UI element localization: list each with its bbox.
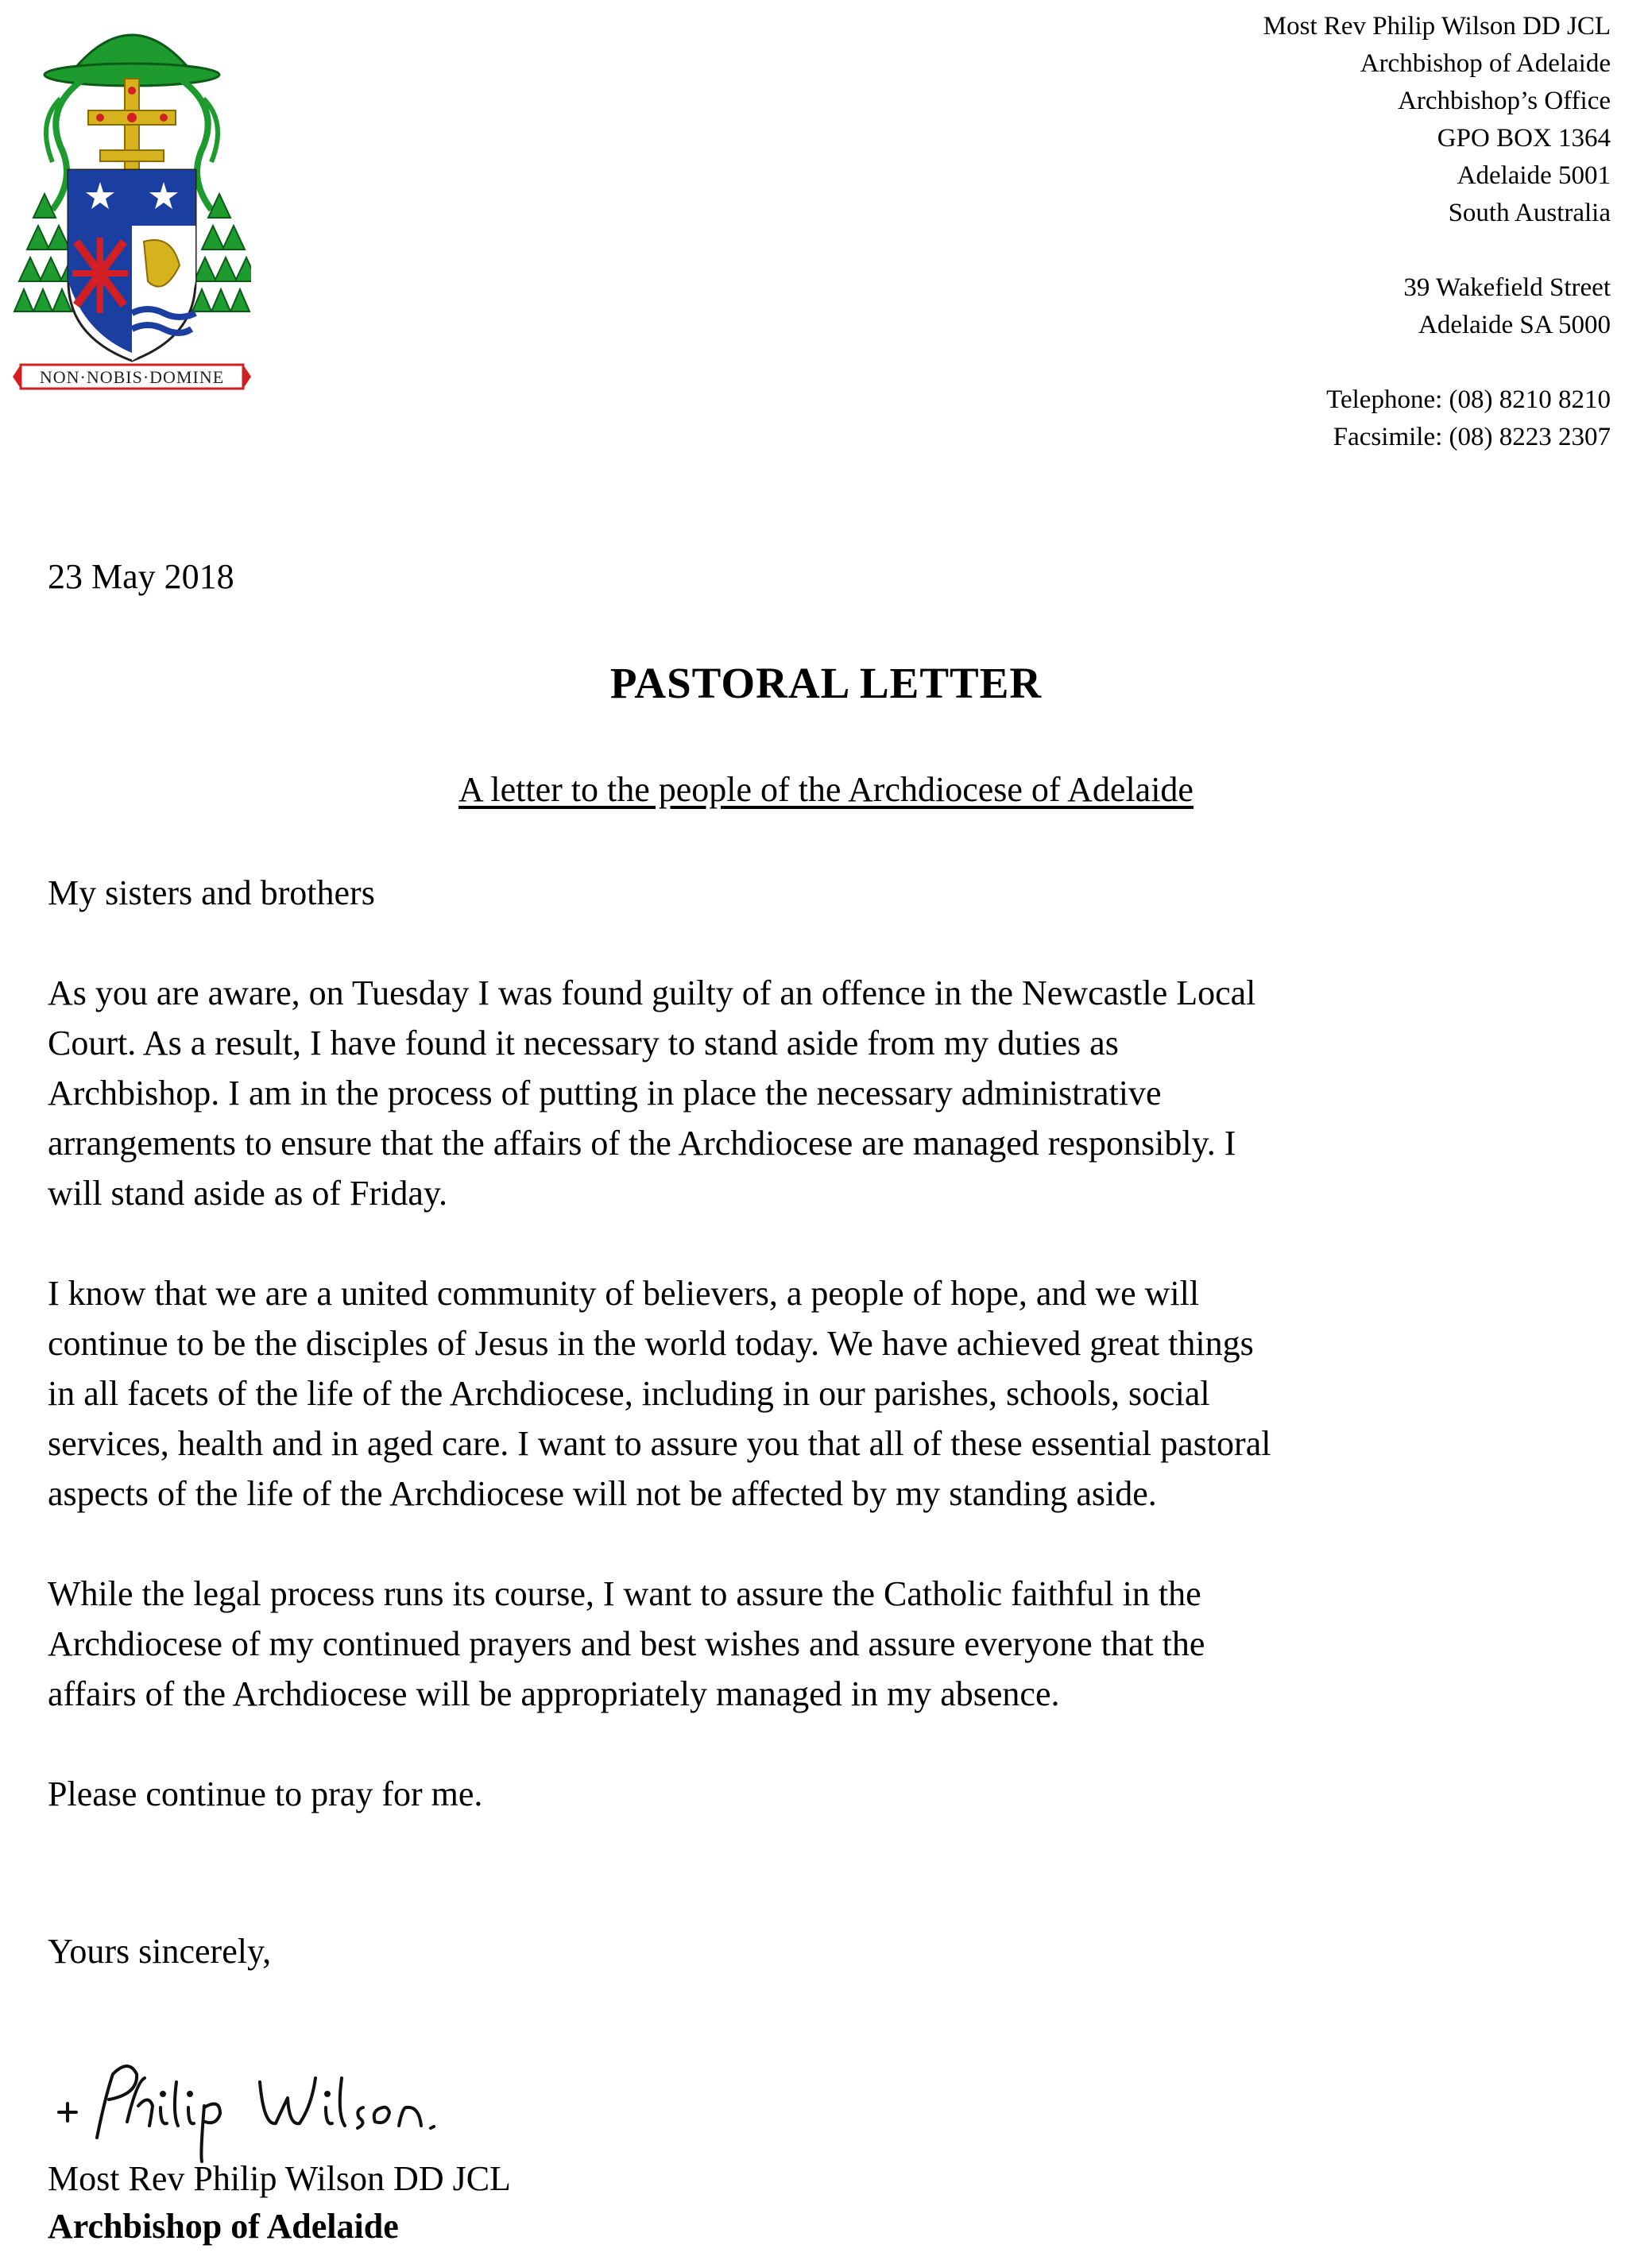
salutation: My sisters and brothers (48, 873, 375, 912)
paragraph-line: Archdiocese of my continued prayers and best wishes and assure everyone that the (48, 1624, 1205, 1663)
signatory-name: Most Rev Philip Wilson DD JCL (48, 2159, 511, 2198)
paragraph-line: Please continue to pray for me. (48, 1774, 483, 1813)
letterhead-title: Archbishop of Adelaide (1360, 49, 1611, 78)
paragraph-line: services, health and in aged care. I want to assure you that all of these essential pastoral (48, 1424, 1271, 1463)
letterhead-po-box: GPO BOX 1364 (1437, 124, 1611, 153)
letterhead-state: South Australia (1448, 199, 1611, 227)
signatory-title: Archbishop of Adelaide (48, 2207, 399, 2246)
letterhead-street: 39 Wakefield Street (1403, 273, 1611, 302)
paragraph-line: As you are aware, on Tuesday I was found guilty of an offence in the Newcastle Local (48, 973, 1256, 1012)
coat-of-arms-logo (13, 11, 251, 401)
letterhead-suburb: Adelaide SA 5000 (1418, 311, 1611, 339)
paragraph (48, 1569, 1621, 1719)
letter-date: 23 May 2018 (48, 557, 234, 596)
paragraph-line: arrangements to ensure that the affairs of the Archdiocese are managed responsibly. I (48, 1124, 1236, 1163)
letter-body (48, 868, 1621, 1976)
handwritten-signature (49, 2050, 494, 2169)
paragraph-line: affairs of the Archdiocese will be appropriately managed in my absence. (48, 1674, 1060, 1713)
closing: Yours sincerely, (48, 1932, 272, 1971)
letter-heading: PASTORAL LETTER (609, 659, 1043, 707)
paragraph-line: I know that we are a united community of believers, a people of hope, and we will (48, 1274, 1200, 1313)
letterhead-telephone: Telephone: (08) 8210 8210 (1326, 385, 1611, 414)
paragraph-line: will stand aside as of Friday. (48, 1174, 448, 1213)
letterhead-office: Archbishop’s Office (1398, 87, 1611, 115)
paragraph-line: in all facets of the life of the Archdiocese, including in our parishes, schools, social (48, 1374, 1210, 1413)
paragraph (48, 1769, 1621, 1819)
paragraph (48, 1268, 1621, 1519)
letterhead-city: Adelaide 5001 (1457, 161, 1611, 190)
paragraph-line: While the legal process runs its course, I want to assure the Catholic faithful in the (48, 1574, 1201, 1613)
letterhead-address (1263, 8, 1611, 456)
paragraph-line: aspects of the life of the Archdiocese will not be affected by my standing aside. (48, 1474, 1157, 1513)
letter-subheading: A letter to the people of the Archdiocese of Adelaide (458, 770, 1194, 809)
paragraph-line: continue to be the disciples of Jesus in the world today. We have achieved great things (48, 1324, 1254, 1363)
svg-text:NON·NOBIS·DOMINE: NON·NOBIS·DOMINE (39, 367, 225, 387)
paragraph-line: Court. As a result, I have found it necessary to stand aside from my duties as (48, 1024, 1119, 1062)
paragraph (48, 968, 1621, 1218)
letterhead-name: Most Rev Philip Wilson DD JCL (1263, 12, 1611, 41)
paragraph-line: Archbishop. I am in the process of putting in place the necessary administrative (48, 1074, 1162, 1113)
letterhead-facsimile: Facsimile: (08) 8223 2307 (1333, 423, 1611, 451)
